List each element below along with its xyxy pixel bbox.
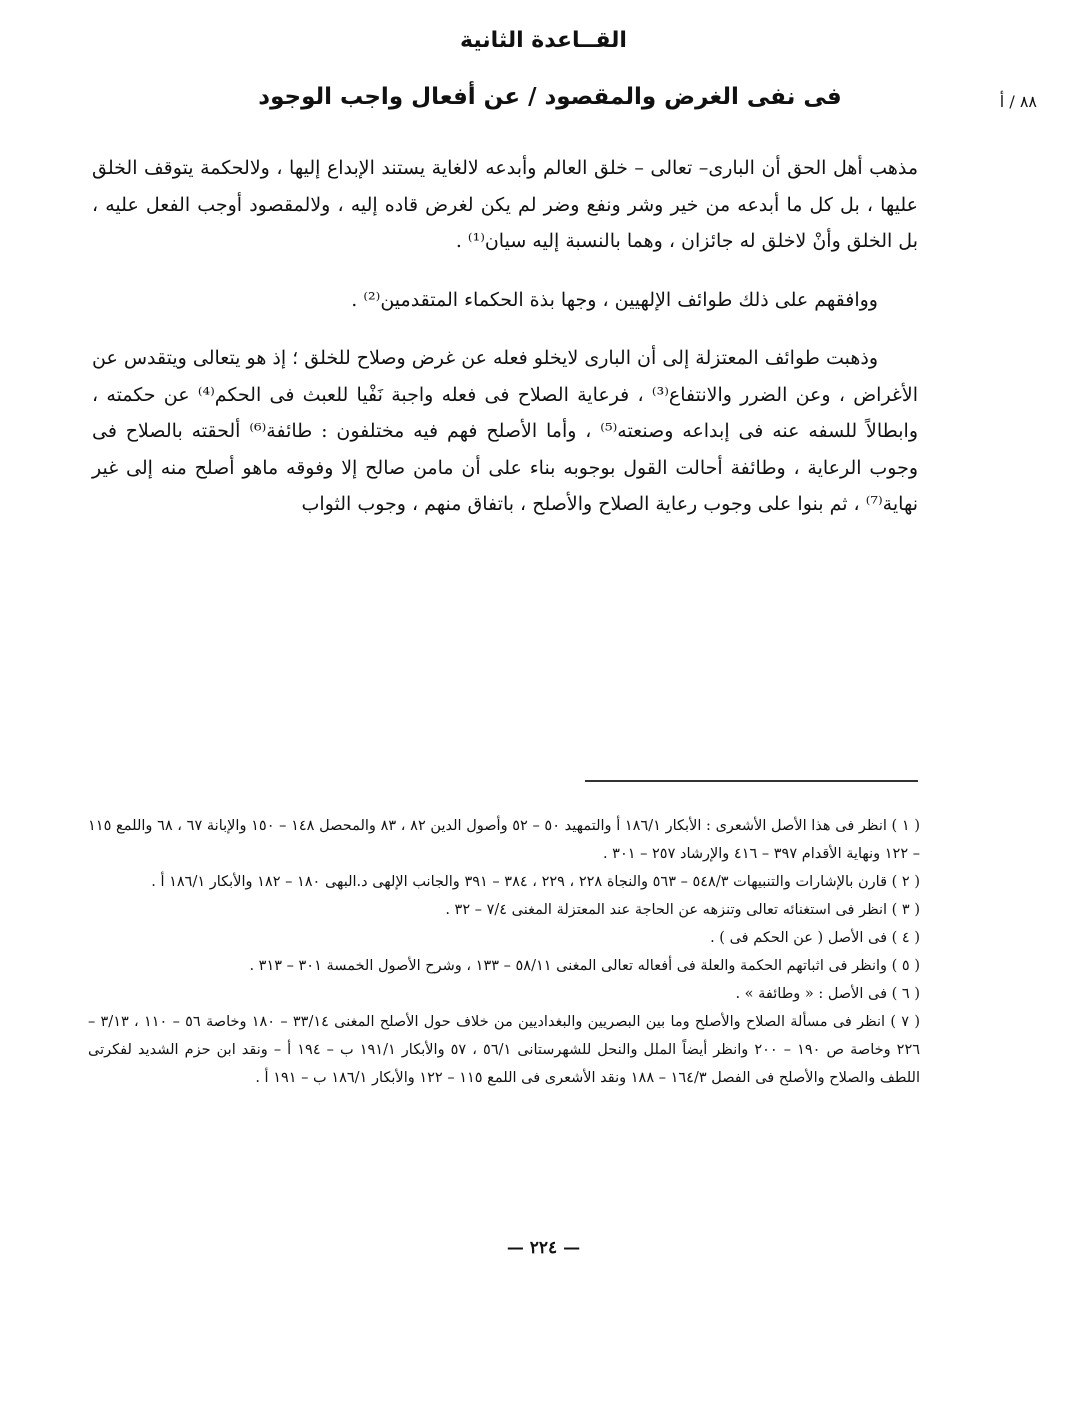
footnote: ( ٣ ) انظر فى استغنائه تعالى وتنزهه عن الحاجة عند المعتزلة المغنى ٧/٤ – ٣٢ .	[445, 902, 920, 918]
paragraph: وذهبت طوائف المعتزلة إلى أن البارى لايخلو فعله عن غرض وصلاح للخلق ؛ إذ هو يتعالى ويتقدس عن الأغراض ، وعن الضرر والانتفاع⁽³⁾ ، فرعاية الصلاح فى فعله واجبة نَفْيا للعبث فى الحكم⁽⁴⁾ عن حكمته ، وابطالاً للسفه عنه فى إبداعه وصنعته⁽⁵⁾ ، وأما الأصلح فهم فيه مختلفون : طائفة⁽⁶⁾ ألحقته بالصلاح فى وجوب الرعاية ، وطائفة أحالت القول بوجوبه بناء على أن مامن صالح إلا وفوقه ماهو أصلح منه إلى غير نهاية⁽⁷⁾ ، ثم بنوا على وجوب رعاية الصلاح والأصلح ، باتفاق منهم ، وجوب الثواب	[92, 347, 919, 515]
footnote-separator	[585, 780, 918, 782]
margin-reference: ٨٨ / ﺃ	[999, 92, 1037, 111]
main-text	[92, 150, 918, 545]
section-subtitle: فى نفى الغرض والمقصود / عن أفعال واجب الوجود	[258, 84, 842, 110]
footnote: ( ٤ ) فى الأصل ( عن الحكم فى ) .	[710, 930, 920, 946]
footnotes	[88, 812, 920, 1092]
page-number: — ٢٢٤ —	[506, 1238, 581, 1258]
paragraph: مذهب أهل الحق أن البارى– تعالى – خلق العالم وأبدعه لالغاية يستند الإبداع إليها ، ولالحكمة يتوقف الخلق عليها ، بل كل ما أبدعه من خير وشر ونفع وضر لم يكن لغرض قاده إليه ، ولالمقصود أوجب الفعل عليه ، بل الخلق وأنْ لاخلق له جائزان ، وهما بالنسبة إليه سيان⁽¹⁾ .	[92, 157, 918, 252]
footnote: ( ١ ) انظر فى هذا الأصل الأشعرى : الأبكار ١٨٦/١ أ والتمهيد ٥٠ – ٥٢ وأصول الدين ٨٢ ، ٨٣ والمحصل ١٤٨ – ١٥٠ والإبانة ٦٧ ، ٦٨ واللمع ١١٥ – ١٢٢ ونهاية الأقدام ٣٩٧ – ٤١٦ والإرشاد ٢٥٧ – ٣٠١ .	[88, 818, 921, 862]
footnote: ( ٥ ) وانظر فى اثباتهم الحكمة والعلة فى أفعاله تعالى المغنى ٥٨/١١ – ١٣٣ ، وشرح الأصول الخمسة ٣٠١ – ٣١٣ .	[249, 958, 920, 974]
section-title: القــاعدة الثانية	[460, 28, 627, 53]
footnote: ( ٢ ) قارن بالإشارات والتنبيهات ٥٤٨/٣ – ٥٦٣ والنجاة ٢٢٨ ، ٢٢٩ ، ٣٨٤ – ٣٩١ والجانب الإلهى د.البهى ١٨٠ – ١٨٢ والأبكار ١٨٦/١ أ .	[151, 874, 920, 890]
footnote: ( ٧ ) انظر فى مسألة الصلاح والأصلح وما بين البصريين والبغداديين من خلاف حول الأصلح المغنى ٣٣/١٤ – ١٨٠ وخاصة ٥٦ – ١١٠ ، ٣/١٣ – ٢٢٦ وخاصة ص ١٩٠ – ٢٠٠ وانظر أيضاً الملل والنحل للشهرستانى ٥٦/١ ، ٥٧ والأبكار ١٩١/١ ب – ١٩٤ أ – ونقد ابن حزم الشديد لفكرتى اللطف والصلاح والأصلح فى الفصل ١٦٤/٣ – ١٨٨ ونقد الأشعرى فى اللمع ١١٥ – ١٢٢ والأبكار ١٨٦/١ ب – ١٩١ أ .	[88, 1014, 921, 1086]
paragraph: ووافقهم على ذلك طوائف الإلهيين ، وجها بذة الحكماء المتقدمين⁽²⁾ .	[351, 288, 878, 311]
footnote: ( ٦ ) فى الأصل : « وطائفة » .	[735, 986, 920, 1002]
